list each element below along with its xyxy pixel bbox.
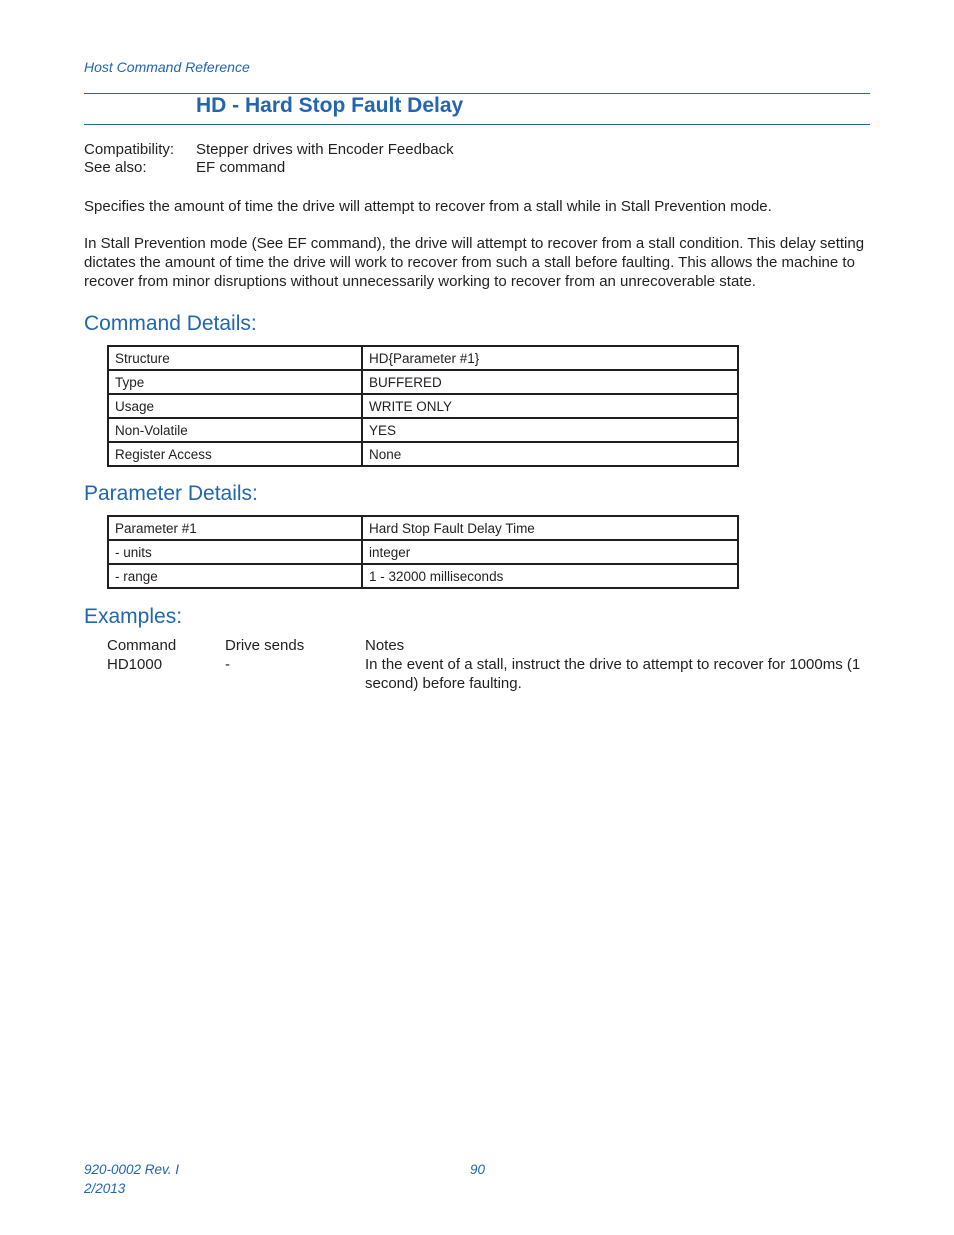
command-detail-row-label: Register Access <box>108 442 362 466</box>
command-detail-row-label: Usage <box>108 394 362 418</box>
command-details-heading: Command Details: <box>84 312 257 335</box>
parameter-detail-row-label: - range <box>108 564 362 588</box>
command-detail-row-value: YES <box>362 418 738 442</box>
command-detail-row <box>108 370 738 394</box>
description-paragraph-1: Specifies the amount of time the drive will attempt to recover from a stall while in Stall Prevention mode. <box>84 198 772 215</box>
command-title: HD - Hard Stop Fault Delay <box>196 94 464 117</box>
compatibility-label: Compatibility: <box>84 141 175 158</box>
parameter-details-table <box>107 515 739 589</box>
running-head: Host Command Reference <box>84 59 250 75</box>
command-detail-row-value: WRITE ONLY <box>362 394 738 418</box>
examples-col-drive-sends: Drive sends <box>225 637 305 654</box>
examples-header-row <box>107 636 865 655</box>
parameter-detail-row-value: integer <box>362 540 738 564</box>
command-detail-row <box>108 394 738 418</box>
footer-doc-info <box>84 1160 179 1198</box>
parameter-details-heading: Parameter Details: <box>84 482 258 505</box>
example-notes: In the event of a stall, instruct the drive to attempt to recover for 1000ms (1 second) before faulting. <box>365 656 861 692</box>
command-detail-row <box>108 346 738 370</box>
description-paragraph-2: In Stall Prevention mode (See EF command), the drive will attempt to recover from a stall condition. This delay setting dictates the amount of time the drive will work to recover from such a stall before faulting. This allows the machine to recover from minor disruptions without unnecessarily working to recover from an unrecoverable state. <box>84 235 865 290</box>
examples-heading: Examples: <box>84 605 183 628</box>
parameter-detail-row-value: 1 - 32000 milliseconds <box>362 564 738 588</box>
examples-block <box>107 636 865 693</box>
see-also-label: See also: <box>84 159 147 176</box>
command-detail-row-label: Type <box>108 370 362 394</box>
parameter-detail-row <box>108 516 738 540</box>
see-also-row <box>84 159 454 177</box>
parameter-detail-row-value: Hard Stop Fault Delay Time <box>362 516 738 540</box>
compatibility-row <box>84 141 454 159</box>
parameter-detail-row <box>108 564 738 588</box>
footer-page-number: 90 <box>470 1162 486 1177</box>
example-drive-sends: - <box>225 656 230 673</box>
example-command: HD1000 <box>107 656 163 673</box>
examples-col-notes: Notes <box>365 637 405 654</box>
footer-date: 2/2013 <box>84 1181 126 1196</box>
see-also-value: EF command <box>196 159 286 176</box>
parameter-detail-row-label: - units <box>108 540 362 564</box>
command-detail-row-value: None <box>362 442 738 466</box>
command-detail-row-label: Structure <box>108 346 362 370</box>
parameter-detail-row <box>108 540 738 564</box>
parameter-detail-row-label: Parameter #1 <box>108 516 362 540</box>
compatibility-value: Stepper drives with Encoder Feedback <box>196 141 454 158</box>
meta-block <box>84 141 454 177</box>
title-rule-bottom <box>84 124 870 125</box>
command-detail-row-value: BUFFERED <box>362 370 738 394</box>
command-detail-row <box>108 418 738 442</box>
command-detail-row-value: HD{Parameter #1} <box>362 346 738 370</box>
command-detail-row-label: Non-Volatile <box>108 418 362 442</box>
command-details-table <box>107 345 739 467</box>
examples-col-command: Command <box>107 637 177 654</box>
command-detail-row <box>108 442 738 466</box>
footer-doc-number: 920-0002 Rev. I <box>84 1162 180 1177</box>
example-row <box>107 655 865 693</box>
